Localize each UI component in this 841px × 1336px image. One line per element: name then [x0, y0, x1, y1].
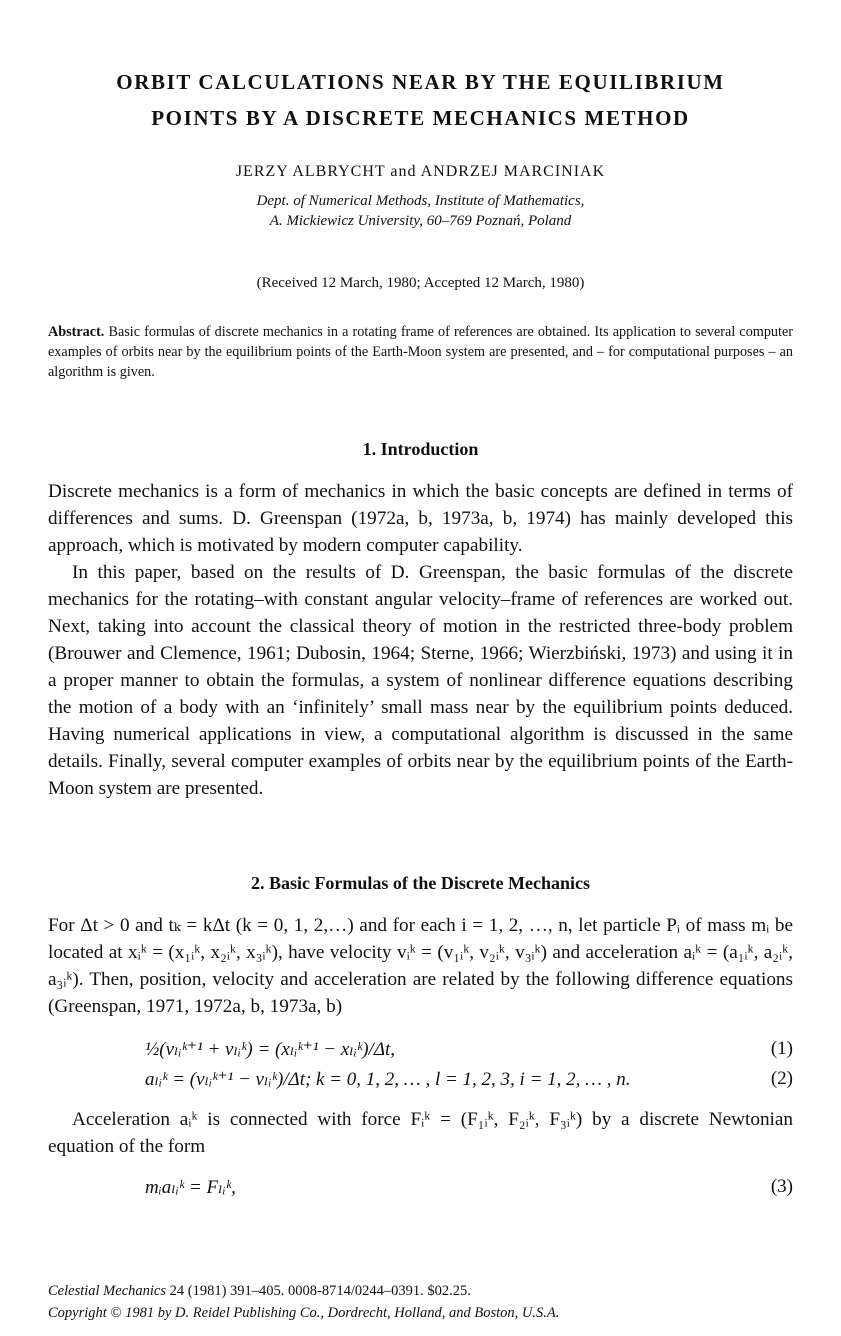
abstract-label: Abstract.: [48, 324, 105, 340]
section-1-paragraph-2-text: In this paper, based on the results of D. Greenspan, the basic formulas of the discrete mechanics for the rotating–with constant angular velocity–frame of references are worked out. Next, taking into account the classical theory of motion in the restricted three-body problem (Brouwer and Clemence, 1961; Dubosin, 1964; Sterne, 1966; Wierzbiński, 1973) and using it in a proper manner to obtain the formulas, a system of nonlinear difference equations describing the motion of a body with an ‘infinitely’ small mass near by the equilibrium points deduced. Having numerical applications in view, a computational algorithm is discussed in the same details. Finally, several computer examples of orbits near by the equilibrium points of the Earth-Moon system are presented.: [48, 562, 793, 799]
footer-citation: [48, 1283, 471, 1300]
equation-2-number: (2): [770, 1068, 793, 1089]
abstract-text: Basic formulas of discrete mechanics in a rotating frame of references are obtained. Its application to several computer examples of orbits near by the equilibrium points of the Earth-Moon system are presented, and – for computational purposes – an algorithm is given.: [48, 324, 793, 380]
affiliation-line-2: A. Mickiewicz University, 60–769 Poznań, Poland: [269, 213, 572, 229]
equation-2: aₗᵢᵏ = (vₗᵢᵏ⁺¹ − vₗᵢᵏ)/Δt; k = 0, 1, 2, … , l = 1, 2, 3, i = 1, 2, … , n.: [145, 1069, 631, 1090]
authors: JERZY ALBRYCHT and ANDRZEJ MARCINIAK: [235, 163, 606, 180]
footer-copyright: Copyright © 1981 by D. Reidel Publishing Co., Dordrecht, Holland, and Boston, U.S.A.: [48, 1305, 560, 1321]
paper-title-line-2: POINTS BY A DISCRETE MECHANICS METHOD: [151, 106, 690, 130]
equation-3-number: (3): [770, 1176, 793, 1197]
section-2-heading: 2. Basic Formulas of the Discrete Mechanics: [250, 873, 591, 893]
affiliation-line-1: Dept. of Numerical Methods, Institute of Mathematics,: [256, 193, 585, 209]
abstract: [48, 322, 793, 382]
section-1-heading: 1. Introduction: [362, 439, 479, 459]
section-1-paragraph-2: [48, 559, 793, 802]
section-2-paragraph-1: For Δt > 0 and tₖ = kΔt (k = 0, 1, 2,…) and for each i = 1, 2, …, n, let particle Pᵢ of mass mᵢ be located at xᵢᵏ = (x₁ᵢᵏ, x₂ᵢᵏ, x₃ᵢᵏ), have velocity vᵢᵏ = (v₁ᵢᵏ, v₂ᵢᵏ, v₃ᵢᵏ) and acceleration aᵢᵏ = (a₁ᵢᵏ, a₂ᵢᵏ, a₃ᵢᵏ). Then, position, velocity and acceleration are related by the following difference equations (Greenspan, 1971, 1972a, b, 1973a, b): [48, 915, 793, 1017]
section-1-paragraph-1: Discrete mechanics is a form of mechanics in which the basic concepts are defined in terms of differences and sums. D. Greenspan (1972a, b, 1973a, b, 1974) has mainly developed this approach, which is motivated by modern computer capability.: [48, 481, 793, 556]
equation-1: ½(vₗᵢᵏ⁺¹ + vₗᵢᵏ) = (xₗᵢᵏ⁺¹ − xₗᵢᵏ)/Δt,: [145, 1039, 396, 1060]
equation-3: mᵢaₗᵢᵏ = Fₗᵢᵏ,: [145, 1177, 236, 1198]
paper-title-line-1: ORBIT CALCULATIONS NEAR BY THE EQUILIBRIUM: [116, 70, 725, 94]
footer-journal: Celestial Mechanics: [48, 1283, 166, 1299]
equation-1-number: (1): [770, 1038, 793, 1059]
received-dates: (Received 12 March, 1980; Accepted 12 March, 1980): [256, 275, 585, 291]
footer-citation-text: 24 (1981) 391–405. 0008-8714/0244–0391. $02.25.: [169, 1283, 471, 1299]
section-2-paragraph-2: [48, 1106, 793, 1160]
section-2-paragraph-2-text: Acceleration aᵢᵏ is connected with force Fᵢᵏ = (F₁ᵢᵏ, F₂ᵢᵏ, F₃ᵢᵏ) by a discrete Newtonian equation of the form: [48, 1109, 793, 1157]
